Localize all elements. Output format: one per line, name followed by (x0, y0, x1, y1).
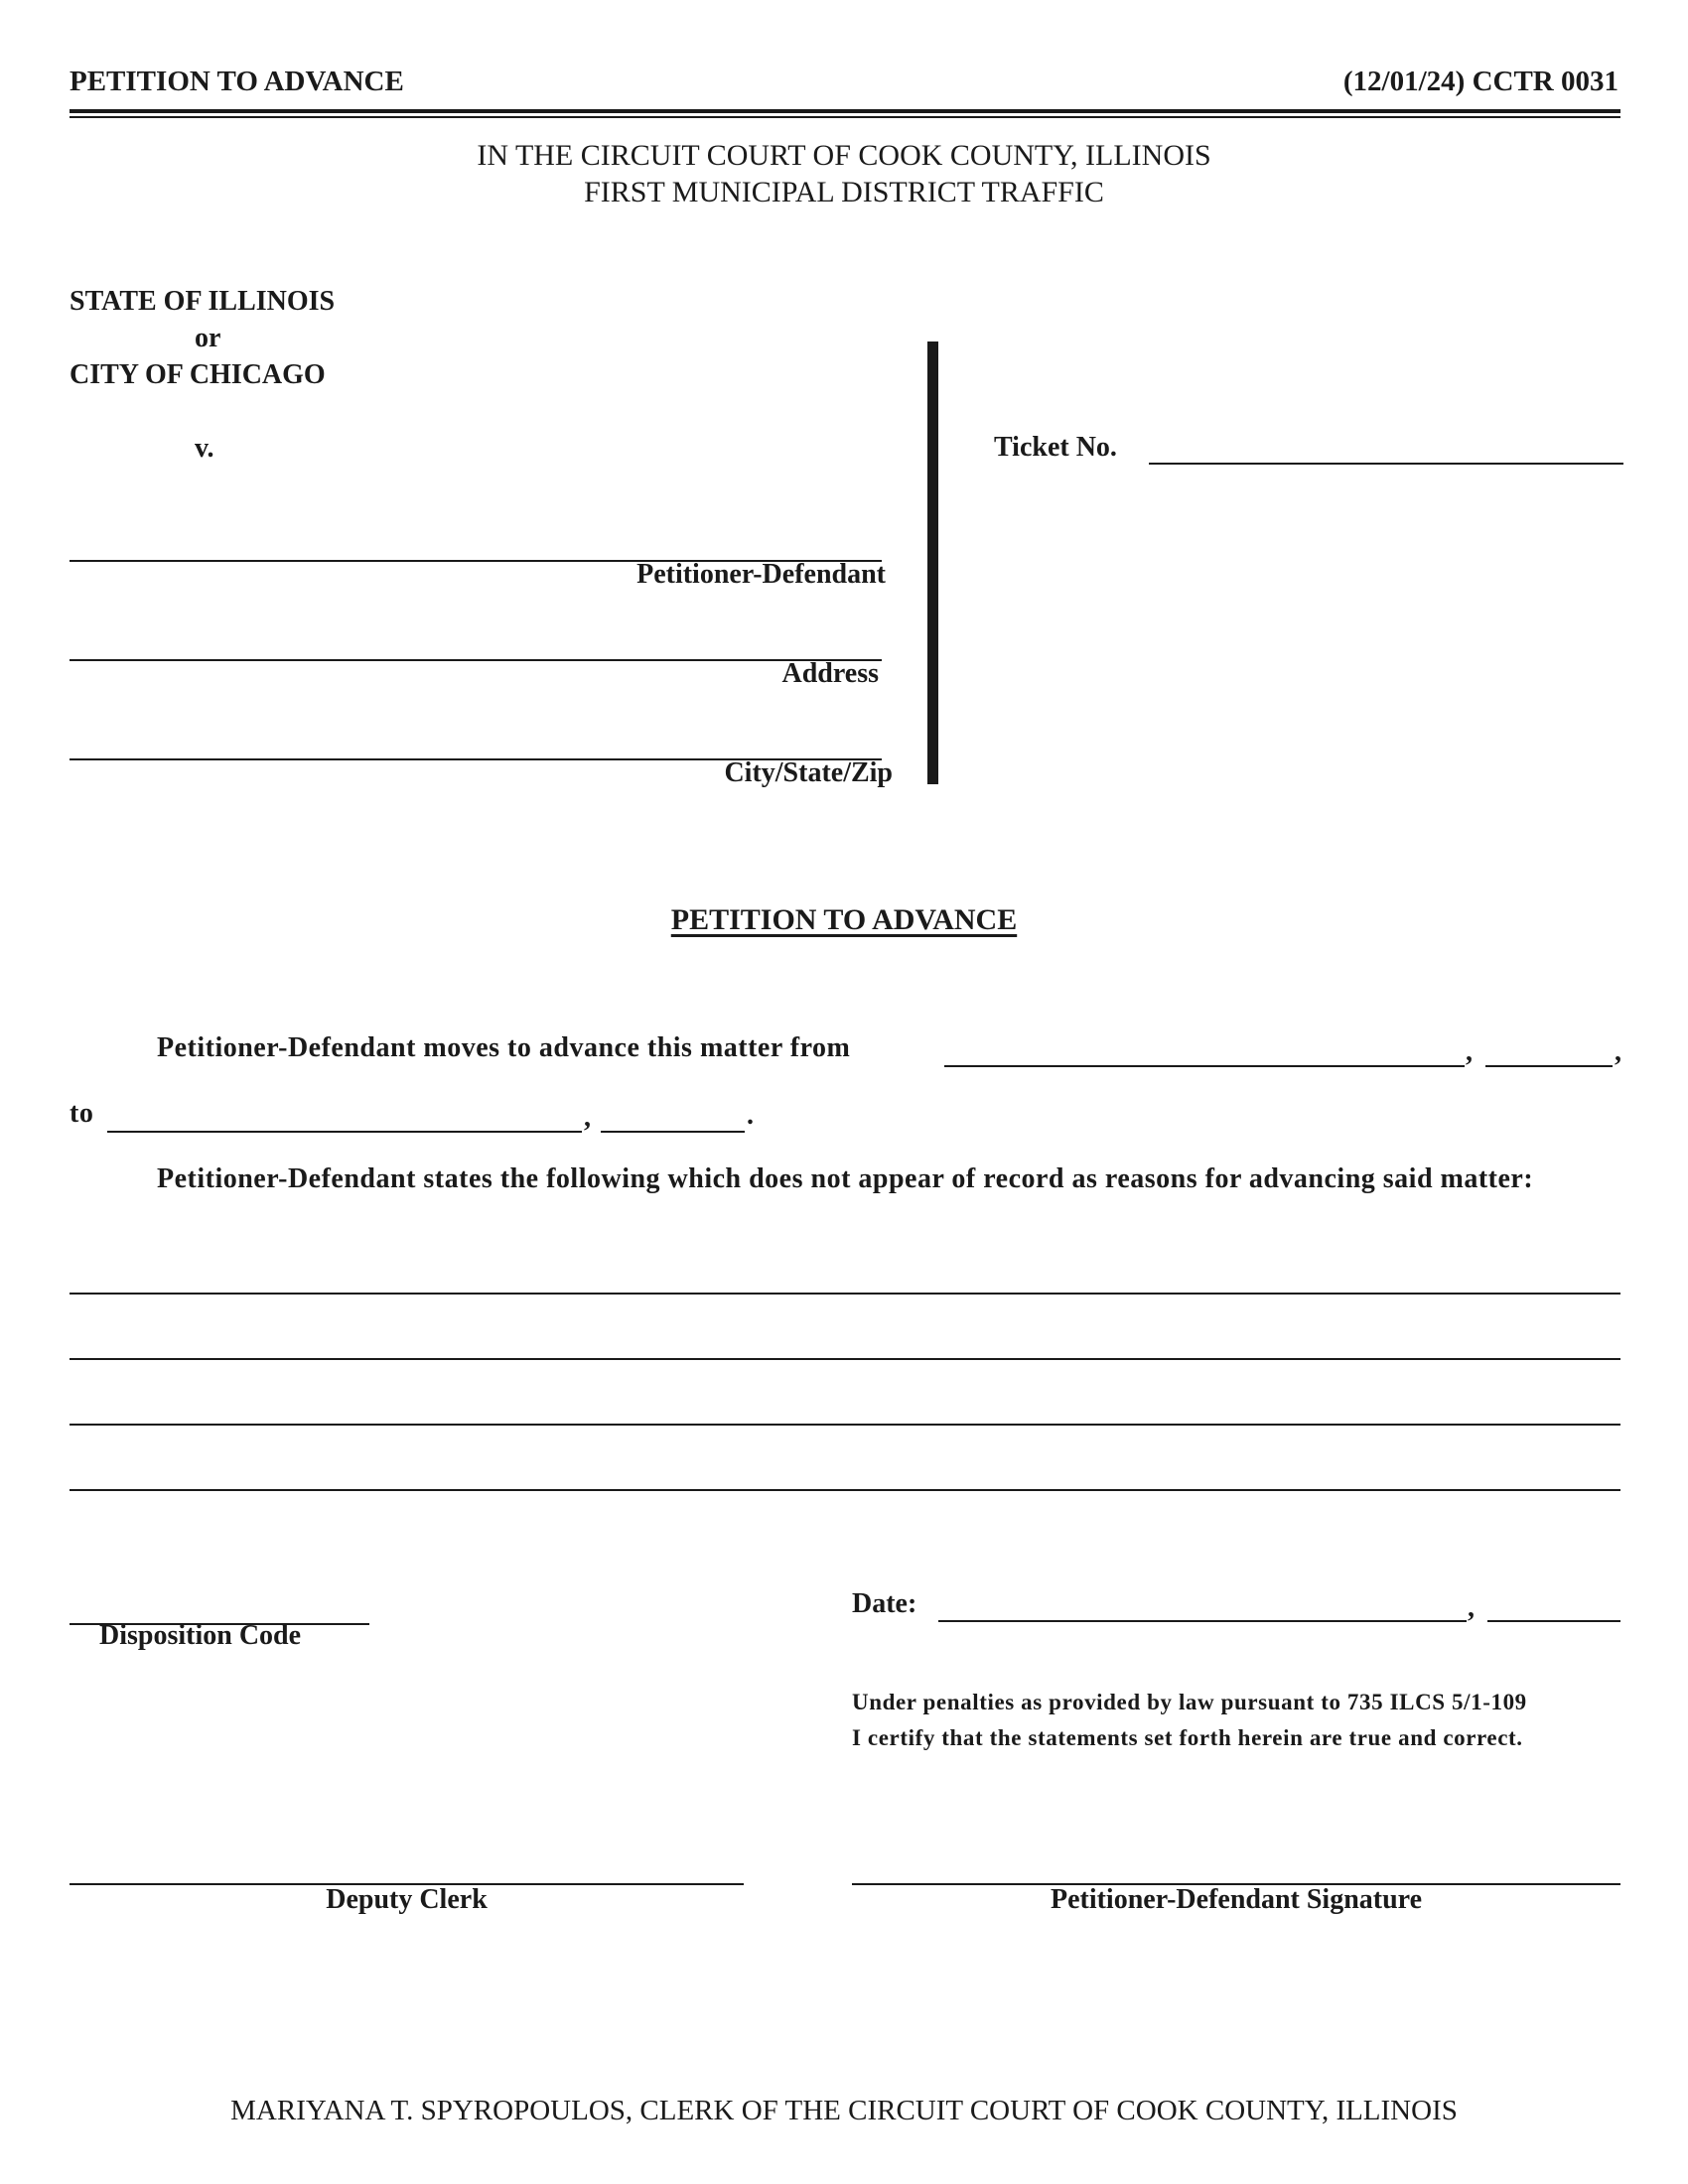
period: . (747, 1100, 755, 1131)
reason-line-4[interactable] (70, 1459, 1620, 1491)
header-rule-thin (70, 116, 1620, 118)
advance-from-year-input[interactable] (1485, 1035, 1613, 1067)
certification-line-1: Under penalties as provided by law pursuant to 735 ILCS 5/1-109 (852, 1690, 1527, 1714)
party-state: STATE OF ILLINOIS (70, 286, 336, 317)
petition-title: PETITION TO ADVANCE (670, 903, 1018, 936)
reason-line-2[interactable] (70, 1328, 1620, 1360)
address-input[interactable] (70, 629, 882, 661)
city-state-zip-label: City/State/Zip (724, 757, 893, 788)
court-name: IN THE CIRCUIT COURT OF COOK COUNTY, ILLINOIS (477, 139, 1211, 172)
form-header-title: PETITION TO ADVANCE (70, 66, 404, 97)
comma-1: , (1466, 1036, 1474, 1067)
petitioner-name-label: Petitioner-Defendant (636, 559, 886, 590)
certification-line-2: I certify that the statements set forth herein are true and correct. (852, 1725, 1523, 1750)
date-input[interactable] (938, 1590, 1467, 1622)
advance-from-date-input[interactable] (944, 1035, 1465, 1067)
petitioner-name-input[interactable] (70, 530, 882, 562)
ticket-label: Ticket No. (994, 432, 1117, 463)
date-year-input[interactable] (1487, 1590, 1620, 1622)
date-comma: , (1468, 1592, 1476, 1623)
petition-title-wrap (0, 903, 1688, 937)
clerk-footer: MARIYANA T. SPYROPOULOS, CLERK OF THE CIRCUIT COURT OF COOK COUNTY, ILLINOIS (230, 2095, 1458, 2126)
party-or: or (195, 323, 221, 353)
comma-2: , (1615, 1036, 1622, 1067)
party-city: CITY OF CHICAGO (70, 359, 326, 390)
advance-to-year-input[interactable] (601, 1101, 745, 1133)
court-district: FIRST MUNICIPAL DISTRICT TRAFFIC (584, 176, 1104, 208)
advance-to-date-input[interactable] (107, 1101, 582, 1133)
to-text: to (70, 1098, 94, 1129)
header-rule-thick (70, 109, 1620, 113)
date-label: Date: (852, 1588, 917, 1619)
moves-text: Petitioner-Defendant moves to advance this matter from (157, 1032, 851, 1063)
reason-line-1[interactable] (70, 1263, 1620, 1295)
deputy-clerk-label: Deputy Clerk (326, 1884, 488, 1915)
comma-3: , (584, 1102, 592, 1133)
address-label: Address (781, 658, 879, 689)
versus-label: v. (195, 433, 214, 464)
form-header-code: (12/01/24) CCTR 0031 (1342, 66, 1618, 97)
reasons-intro: Petitioner-Defendant states the following which does not appear of record as reasons for advancing said matter: (157, 1163, 1534, 1194)
disposition-code-label: Disposition Code (99, 1620, 302, 1651)
reason-line-3[interactable] (70, 1394, 1620, 1426)
caption-divider (927, 341, 938, 784)
ticket-number-input[interactable] (1149, 433, 1623, 465)
city-state-zip-input[interactable] (70, 729, 882, 760)
defendant-signature-label: Petitioner-Defendant Signature (1050, 1884, 1423, 1915)
